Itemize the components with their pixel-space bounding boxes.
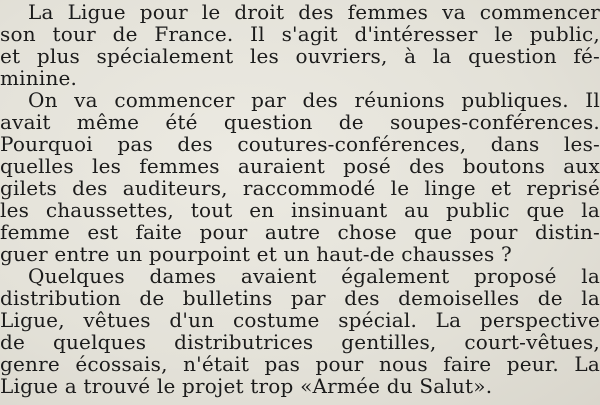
text-line: Quelques dames avaient également proposé la: [28, 264, 600, 288]
text-line: et plus spécialement les ouvriers, à la question fé-: [0, 44, 600, 68]
text-line: Ligue, vêtues d'un costume spécial. La perspective: [0, 308, 600, 332]
text-line: avait même été question de soupes-conférences.: [0, 110, 600, 134]
text-line: de quelques distributrices gentilles, court-vêtues,: [0, 330, 600, 354]
text-line: minine.: [0, 66, 78, 90]
text-line: Pourquoi pas des coutures-conférences, dans les-: [0, 132, 600, 156]
text-line: femme est faite pour autre chose que pour distin-: [0, 220, 600, 244]
text-line: distribution de bulletins par des demoiselles de la: [0, 286, 600, 310]
text-line: La Ligue pour le droit des femmes va commencer: [28, 0, 600, 24]
text-line: quelles les femmes auraient posé des boutons aux: [0, 154, 600, 178]
text-line: guer entre un pourpoint et un haut-de chausses ?: [0, 242, 512, 266]
text-line: On va commencer par des réunions publiques. Il: [28, 88, 600, 112]
text-line: Ligue a trouvé le projet trop «Armée du Salut».: [0, 374, 493, 398]
text-line: son tour de France. Il s'agit d'intéresser le public,: [0, 22, 600, 46]
text-line: genre écossais, n'était pas pour nous faire peur. La: [0, 352, 600, 376]
text-line: gilets des auditeurs, raccommodé le linge et reprisé: [0, 176, 600, 200]
text-line: les chaussettes, tout en insinuant au public que la: [0, 198, 600, 222]
